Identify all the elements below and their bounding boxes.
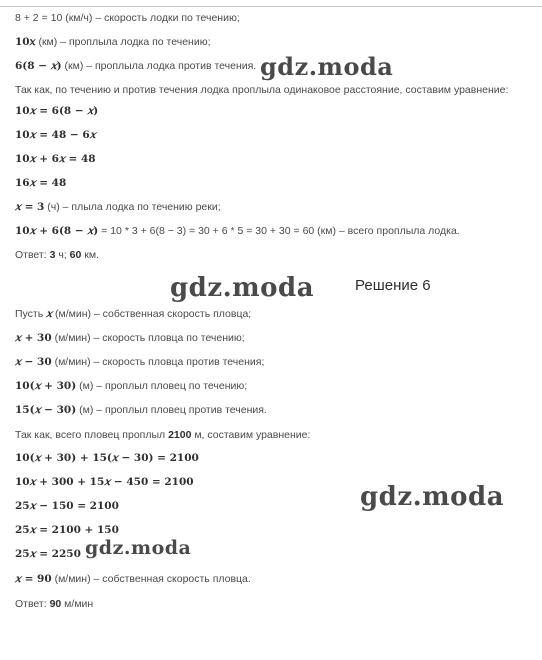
equation-line: 10𝑥 = 6(8 − 𝑥)	[15, 105, 99, 117]
equation-line: 25𝑥 = 2100 + 150	[15, 524, 119, 536]
top-divider	[0, 6, 542, 7]
text-line: 10𝑥 (км) – проплыла лодка по течению;	[15, 36, 211, 48]
watermark-logo: gdz.moda	[260, 52, 394, 81]
answer-line: Ответ: 90 м/мин	[15, 598, 94, 610]
watermark-logo: gdz.moda	[360, 482, 505, 512]
text-line: 10(𝑥 + 30) (м) – проплыл пловец по течению;	[15, 380, 248, 392]
text-line: Так как, всего пловец проплыл 2100 м, составим уравнение:	[15, 429, 311, 441]
text-line: 15(𝑥 − 30) (м) – проплыл пловец против течения.	[15, 404, 267, 416]
equation-line: 25𝑥 − 150 = 2100	[15, 500, 119, 512]
text-line: 𝑥 = 90 (м/мин) – собственная скорость пловца.	[15, 573, 251, 585]
text-line: 𝑥 + 30 (м/мин) – скорость пловца по течению;	[15, 332, 245, 344]
solution-heading: Решение 6	[355, 277, 431, 294]
answer-line: Ответ: 3 ч; 60 км.	[15, 249, 99, 261]
equation-line: 10(𝑥 + 30) + 15(𝑥 − 30) = 2100	[15, 452, 199, 464]
text-line: 6(8 − 𝑥) (км) – проплыла лодка против течения.	[15, 60, 257, 72]
text-line: Так как, по течению и против течения лодка проплыла одинаковое расстояние, составим уравнение:	[15, 84, 509, 96]
equation-line: 25𝑥 = 2250	[15, 548, 81, 560]
equation-line: 10𝑥 + 300 + 15𝑥 − 450 = 2100	[15, 476, 194, 488]
text-line: 𝑥 − 30 (м/мин) – скорость пловца против течения;	[15, 356, 265, 368]
equation-line: 10𝑥 = 48 − 6𝑥	[15, 129, 96, 141]
text-line: 10𝑥 + 6(8 − 𝑥) = 10 * 3 + 6(8 − 3) = 30 + 6 * 5 = 30 + 30 = 60 (км) – всего проплыла лодка.	[15, 225, 460, 237]
text-line: 𝑥 = 3 (ч) – плыла лодка по течению реки;	[15, 201, 221, 213]
watermark-logo: gdz.moda	[170, 273, 315, 303]
text-line: Пусть 𝑥 (м/мин) – собственная скорость пловца;	[15, 308, 252, 320]
watermark-logo: gdz.moda	[85, 537, 192, 559]
equation-line: 16𝑥 = 48	[15, 177, 67, 189]
equation-line: 10𝑥 + 6𝑥 = 48	[15, 153, 96, 165]
text-line: 8 + 2 = 10 (км/ч) – скорость лодки по течению;	[15, 12, 240, 24]
